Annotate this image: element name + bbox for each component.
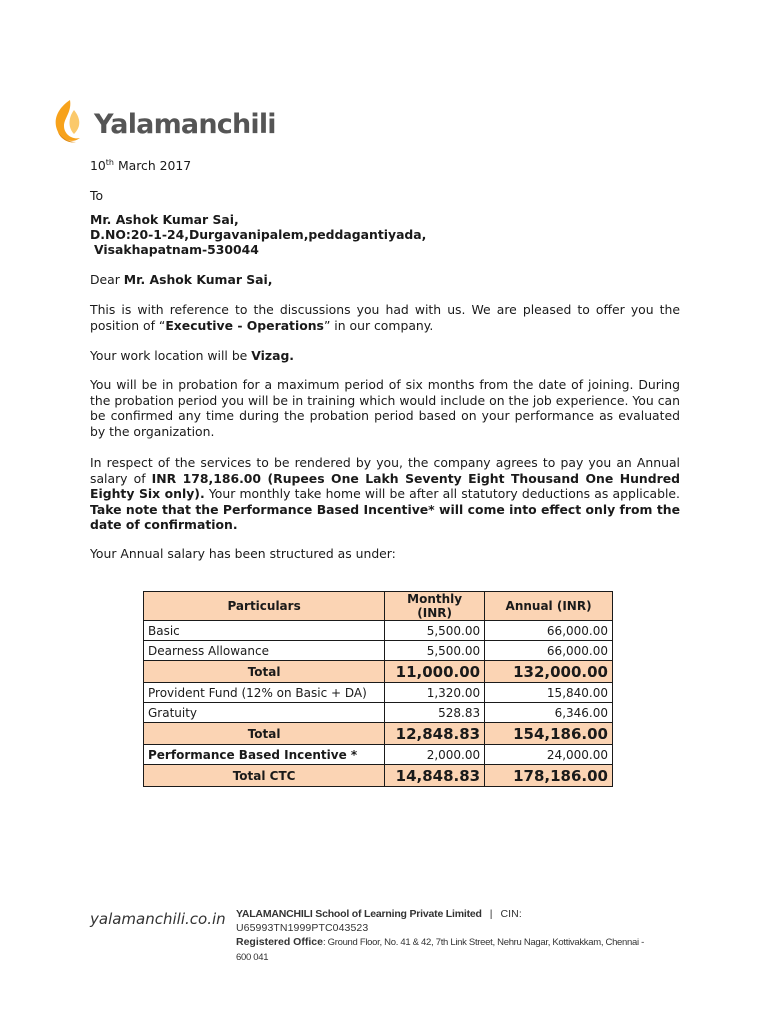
row-monthly: 5,500.00 [385, 641, 485, 661]
footer-website: yalamanchili.co.in [90, 910, 226, 928]
work-location: Vizag. [251, 348, 295, 363]
recipient-address-line1: D.NO:20-1-24,Durgavanipalem,peddagantiyada, [90, 227, 427, 242]
row-monthly: 2,000.00 [385, 745, 485, 765]
salutation-name: Mr. Ashok Kumar Sai, [123, 272, 273, 287]
date-suffix: th [105, 157, 114, 167]
paragraph-salary-text-b: Your monthly take home will be after all statutory deductions as applicable. [204, 486, 680, 502]
row-label: Dearness Allowance [144, 641, 385, 661]
logo-wordmark: Yalamanchili [94, 108, 276, 140]
column-header-annual: Annual (INR) [485, 592, 613, 621]
paragraph-location-text: Your work location will be [90, 348, 252, 363]
paragraph-position [90, 302, 680, 333]
row-monthly: 14,848.83 [385, 765, 485, 787]
footer-company-info [236, 907, 656, 965]
row-annual: 15,840.00 [485, 683, 613, 703]
row-monthly: 11,000.00 [385, 661, 485, 683]
row-label: Performance Based Incentive * [144, 745, 385, 765]
job-role: Executive - Operations [165, 317, 324, 333]
salary-amount: INR 178,186.00 (Rupees One Lakh Seventy Eight Thousand One Hundred Eighty Six only). [90, 470, 680, 502]
row-monthly: 1,320.00 [385, 683, 485, 703]
incentive-note: Take note that the Performance Based Incentive* will come into effect only from the date of confirmation. [90, 501, 680, 533]
table-row [144, 641, 613, 661]
footer-registered-office-label: Registered Office [236, 936, 323, 948]
row-label: Gratuity [144, 703, 385, 723]
table-header-row [144, 592, 613, 621]
footer-registered-office-address: : Ground Floor, No. 41 & 42, 7th Link Street, Nehru Nagar, Kottivakkam, Chennai - 600 041 [236, 937, 644, 963]
table-row [144, 703, 613, 723]
row-annual: 66,000.00 [485, 621, 613, 641]
row-label: Provident Fund (12% on Basic + DA) [144, 683, 385, 703]
column-header-particulars: Particulars [144, 592, 385, 621]
row-monthly: 528.83 [385, 703, 485, 723]
row-monthly: 5,500.00 [385, 621, 485, 641]
paragraph-salary-text-a: In respect of the services to be rendered by you, the company agrees to pay you an Annual salary of [90, 455, 680, 486]
footer-company-name: YALAMANCHILI School of Learning Private Limited [236, 908, 482, 920]
date-month-year: March 2017 [114, 158, 192, 173]
table-row [144, 683, 613, 703]
row-annual: 6,346.00 [485, 703, 613, 723]
paragraph-location [90, 348, 680, 364]
to-label: To [90, 188, 104, 203]
row-annual: 154,186.00 [485, 723, 613, 745]
row-monthly: 12,848.83 [385, 723, 485, 745]
table-total-ctc-row [144, 765, 613, 787]
table-row [144, 621, 613, 641]
letter-date [90, 158, 680, 174]
footer-separator: | [489, 908, 493, 920]
row-label: Total CTC [144, 765, 385, 787]
paragraph-position-text-a: This is with reference to the discussions you had with us. We are pleased to offer you the position of “ [90, 302, 680, 333]
salutation-prefix: Dear [90, 272, 124, 287]
table-total-row [144, 723, 613, 745]
recipient-name: Mr. Ashok Kumar Sai, [90, 212, 239, 227]
row-annual: 178,186.00 [485, 765, 613, 787]
row-label: Basic [144, 621, 385, 641]
row-label: Total [144, 661, 385, 683]
date-day: 10 [90, 158, 106, 173]
paragraph-structure: Your Annual salary has been structured as under: [90, 546, 396, 561]
table-total-row [144, 661, 613, 683]
row-annual: 66,000.00 [485, 641, 613, 661]
footer-cin: CIN: U65993TN1999PTC043523 [236, 908, 522, 934]
salutation [90, 272, 680, 288]
row-annual: 132,000.00 [485, 661, 613, 683]
footer-line1 [236, 907, 656, 935]
column-header-monthly: Monthly (INR) [385, 592, 485, 621]
footer-line2 [236, 935, 656, 965]
paragraph-probation: You will be in probation for a maximum period of six months from the date of joining. During the probation period you will be in training which would include on the job experience. You can be confirmed any time during the probation period based on your performance as evaluated by the organization. [90, 377, 680, 439]
table-row [144, 745, 613, 765]
recipient-address-line2: Visakhapatnam-530044 [94, 242, 259, 257]
company-logo [50, 98, 276, 146]
flame-logo-icon [50, 98, 88, 146]
paragraph-position-text-b: ” in our company. [323, 317, 434, 333]
row-label: Total [144, 723, 385, 745]
row-annual: 24,000.00 [485, 745, 613, 765]
paragraph-salary [90, 455, 680, 533]
salary-structure-table [143, 591, 613, 787]
